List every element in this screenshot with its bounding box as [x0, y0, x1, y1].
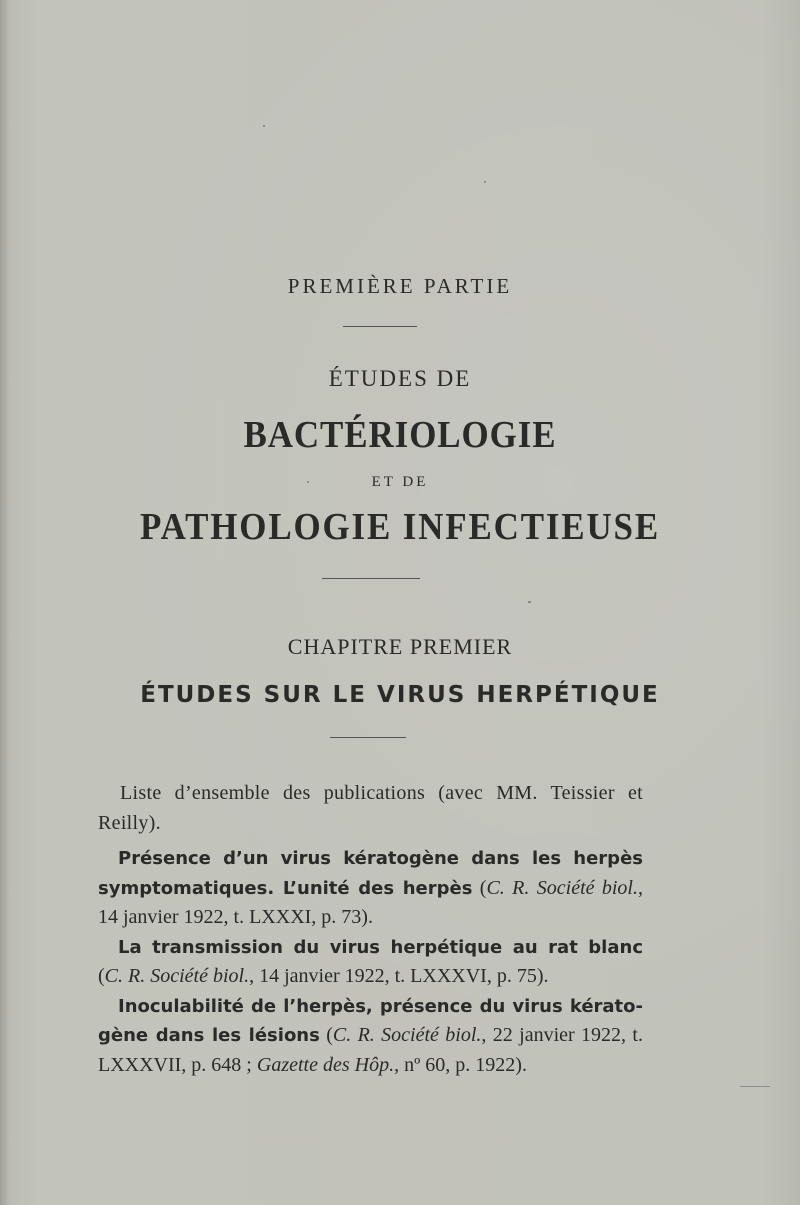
section-heading-line2: BACTÉRIOLOGIE	[243, 414, 557, 456]
citation-details: , nº 60, p. 1922).	[394, 1053, 527, 1076]
publication-entry	[98, 933, 643, 992]
publication-entry	[98, 844, 643, 933]
section-heading-line4: PATHOLOGIE INFECTIEUSE	[139, 506, 660, 548]
citation-details: , 14 janvier 1922, t. LXXXVI, p. 75).	[249, 965, 549, 987]
divider-rule	[330, 737, 406, 738]
citation-open: (	[319, 1024, 333, 1046]
intro-paragraph: Liste d’ensemble des publications (avec MM. Teissier et Reilly).	[98, 782, 643, 834]
section-heading-line3: ET DE	[371, 474, 429, 490]
section-heading-line1: ÉTUDES DE	[328, 366, 472, 391]
divider-rule	[322, 578, 420, 579]
citation-open: (	[98, 965, 105, 987]
paper-speck	[263, 125, 265, 127]
paper-mark	[740, 1086, 770, 1087]
divider-rule	[343, 326, 417, 327]
publication-list	[98, 844, 643, 1080]
page-edge-shadow	[0, 0, 10, 1205]
paper-speck	[528, 601, 531, 603]
paper-speck	[307, 481, 309, 483]
publication-title: La transmission du virus herpétique au rat blanc	[118, 936, 643, 958]
chapter-number: CHAPITRE PREMIER	[287, 634, 513, 659]
journal-name: C. R. Société biol.	[332, 1024, 482, 1046]
part-title: PREMIÈRE PARTIE	[287, 274, 513, 298]
journal-name: Gazette des Hôp.	[256, 1053, 395, 1076]
citation-details: , 14 janvier 1922, t. LXXXI, p. 73).	[98, 876, 643, 928]
journal-name: C. R. Société biol.	[104, 965, 250, 987]
citation-details: , 22 janvier 1922, t. LXXXVII, p. 648 ;	[98, 1024, 643, 1076]
paper-speck	[484, 181, 486, 183]
journal-name: C. R. Société biol.	[486, 876, 638, 899]
publication-title: Présence d’un virus kératogène dans les herpès symptomatiques. L’unité des herpès	[98, 848, 643, 899]
chapter-title: ÉTUDES SUR LE VIRUS HERPÉTIQUE	[140, 682, 660, 708]
citation-open: (	[472, 876, 487, 899]
publication-title: Inoculabilité de l’herpès, présence du virus kérato-gène dans les lésions	[98, 995, 643, 1046]
publication-entry	[98, 992, 643, 1081]
